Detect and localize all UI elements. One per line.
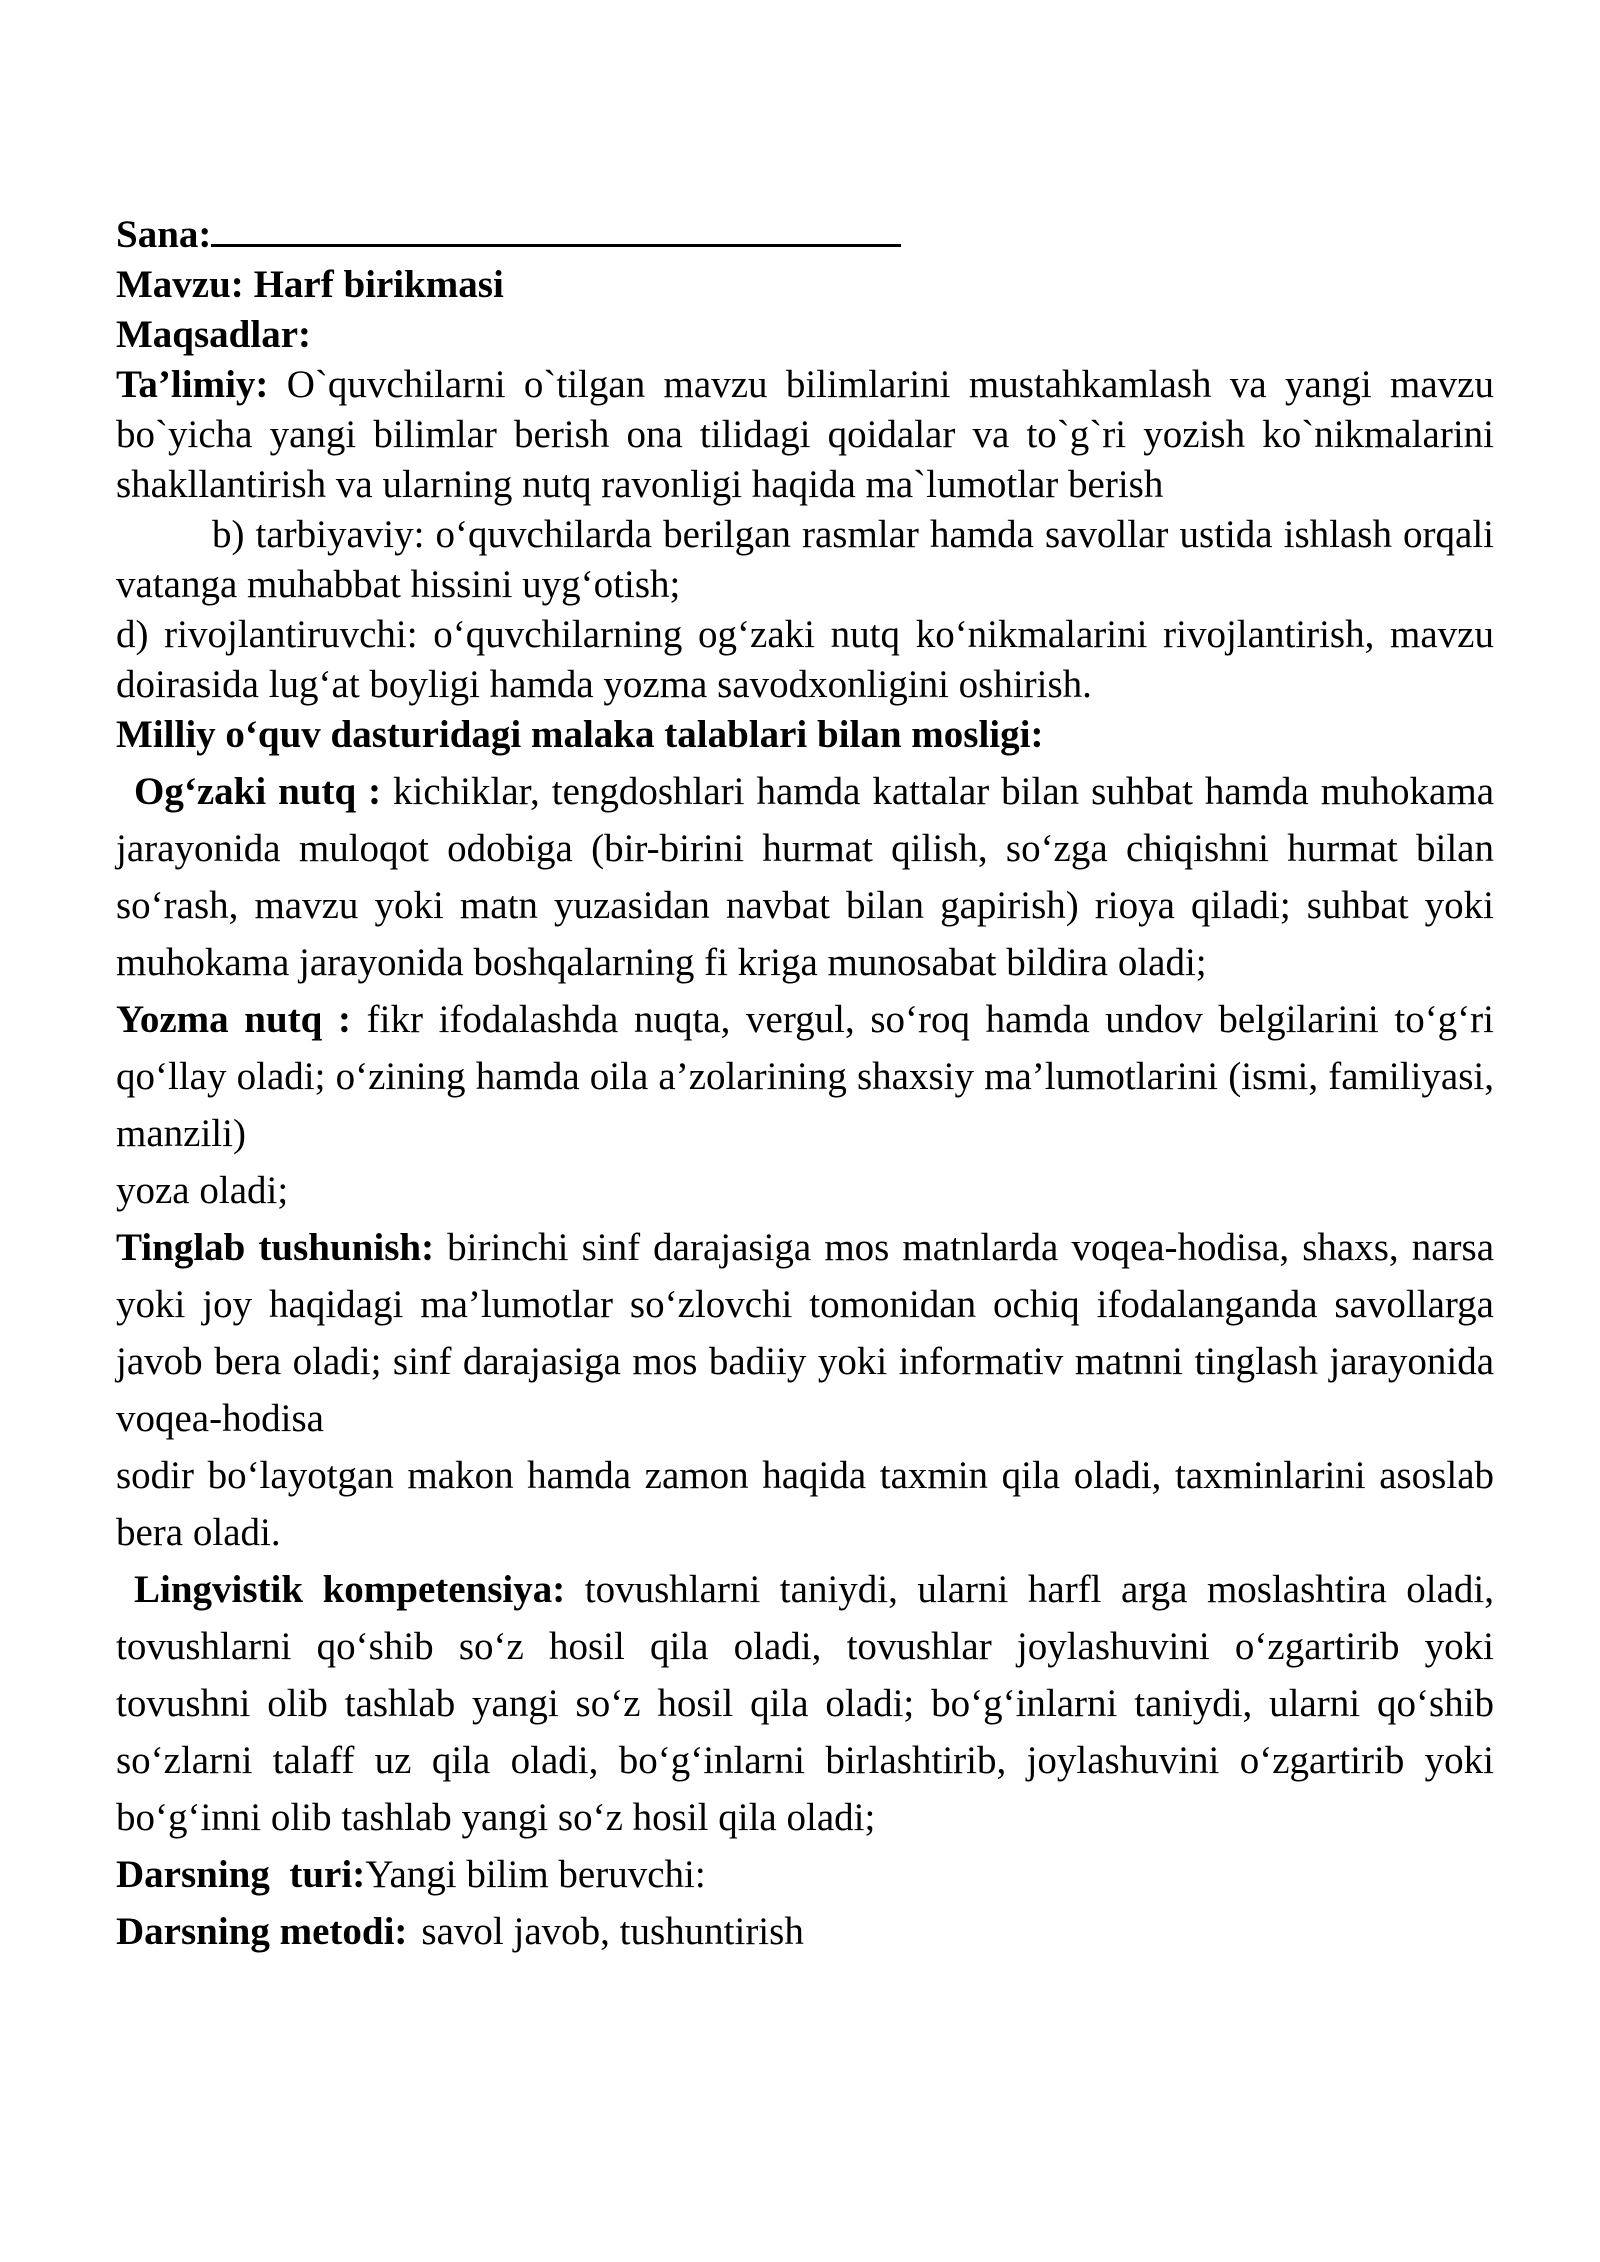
oral-speech-label: Og‘zaki nutq :	[134, 770, 382, 813]
lesson-type-label: Darsning turi:	[116, 1853, 366, 1896]
lesson-method-value: savol javob, tushuntirish	[421, 1910, 804, 1953]
date-label: Sana:	[116, 213, 212, 256]
educational-goal	[116, 360, 1494, 510]
lesson-type-value: Yangi bilim beruvchi:	[365, 1853, 706, 1896]
listening-continuation	[116, 1447, 1494, 1561]
linguistic-section	[116, 1561, 1494, 1846]
written-speech-label: Yozma nutq :	[116, 998, 351, 1041]
date-blank-line	[211, 214, 901, 247]
listening-text-end: sodir bo‘layotgan makon hamda zamon haqida taxmin qila oladi, taxminlarini asoslab bera oladi.	[116, 1454, 1494, 1554]
lesson-method-label: Darsning metodi:	[116, 1910, 408, 1953]
goals-heading	[116, 310, 1494, 360]
educational-goal-label: Ta’limiy:	[116, 363, 269, 406]
listening-label: Tinglab tushunish:	[116, 1226, 435, 1269]
written-speech-text: fikr ifodalashda nuqta, vergul, so‘roq hamda undov belgilarini to‘g‘ri qo‘llay oladi; o‘zining hamda oila a’zolarining shaxsiy ma’lumotlarini (ismi, familiyasi, manzili)	[116, 998, 1494, 1155]
topic-line	[116, 260, 1494, 310]
upbringing-goal	[116, 510, 1494, 610]
objectives-block	[116, 210, 1494, 760]
oral-speech-text: kichiklar, tengdoshlari hamda kattalar bilan suhbat hamda muhokama jarayonida muloqot odobiga (bir-birini hurmat qilish, so‘zga chiqishni hurmat bilan so‘rash, mavzu yoki matn yuzasidan navbat bilan gapirish) rioya qiladi; suhbat yoki muhokama jarayonida boshqalarning fi kriga munosabat bildira oladi;	[116, 770, 1495, 984]
topic-value: Harf birikmasi	[253, 263, 504, 306]
linguistic-label: Lingvistik kompetensiya:	[134, 1568, 566, 1611]
listening-text: birinchi sinf darajasiga mos matnlarda voqea-hodisa, shaxs, narsa yoki joy haqidagi ma’lumotlar so‘zlovchi tomonidan ochiq ifodalanganda savollarga javob bera oladi; sinf darajasiga mos badiiy yoki informativ matnni tinglash jarayonida voqea-hodisa	[116, 1226, 1494, 1440]
developmental-goal	[116, 610, 1494, 710]
standards-heading-text: Milliy o‘quv dasturidagi malaka talablari bilan mosligi:	[116, 713, 1044, 756]
upbringing-goal-text: b) tarbiyaviy: o‘quvchilarda berilgan rasmlar hamda savollar ustida ishlash orqali vatanga muhabbat hissini uyg‘otish;	[116, 513, 1494, 606]
standards-block	[116, 763, 1494, 1960]
standards-heading	[116, 710, 1494, 760]
topic-label: Mavzu:	[116, 263, 244, 306]
linguistic-text: tovushlarni taniydi, ularni harfl arga moslashtira oladi, tovushlarni qo‘shib so‘z hosil qila oladi, tovushlar joylashuvini o‘zgartirib yoki tovushni olib tashlab yangi so‘z hosil qila oladi; bo‘g‘inlarni taniydi, ularni qo‘shib so‘zlarni talaff uz qila oladi, bo‘g‘inlarni birlashtirib, joylashuvini o‘zgartirib yoki bo‘g‘inni olib tashlab yangi so‘z hosil qila oladi;	[116, 1568, 1495, 1839]
written-speech-text-end: yoza oladi;	[116, 1169, 289, 1212]
lesson-plan-page	[116, 210, 1494, 1960]
goals-label: Maqsadlar:	[116, 313, 311, 356]
developmental-goal-text: d) rivojlantiruvchi: o‘quvchilarning og‘zaki nutq ko‘nikmalarini rivojlantirish, mavzu doirasida lug‘at boyligi hamda yozma savodxonligini oshirish.	[116, 613, 1494, 706]
written-speech-section	[116, 991, 1494, 1162]
oral-speech-section	[116, 763, 1494, 991]
educational-goal-text: O`quvchilarni o`tilgan mavzu bilimlarini mustahkamlash va yangi mavzu bo`yicha yangi bilimlar berish ona tilidagi qoidalar va to`g`ri yozish ko`nikmalarini shakllantirish va ularning nutq ravonligi haqida ma`lumotlar berish	[116, 363, 1494, 506]
lesson-type-line	[116, 1846, 1494, 1903]
written-speech-continuation	[116, 1162, 1494, 1219]
listening-section	[116, 1219, 1494, 1447]
lesson-method-line	[116, 1903, 1494, 1960]
date-line	[116, 210, 1494, 260]
